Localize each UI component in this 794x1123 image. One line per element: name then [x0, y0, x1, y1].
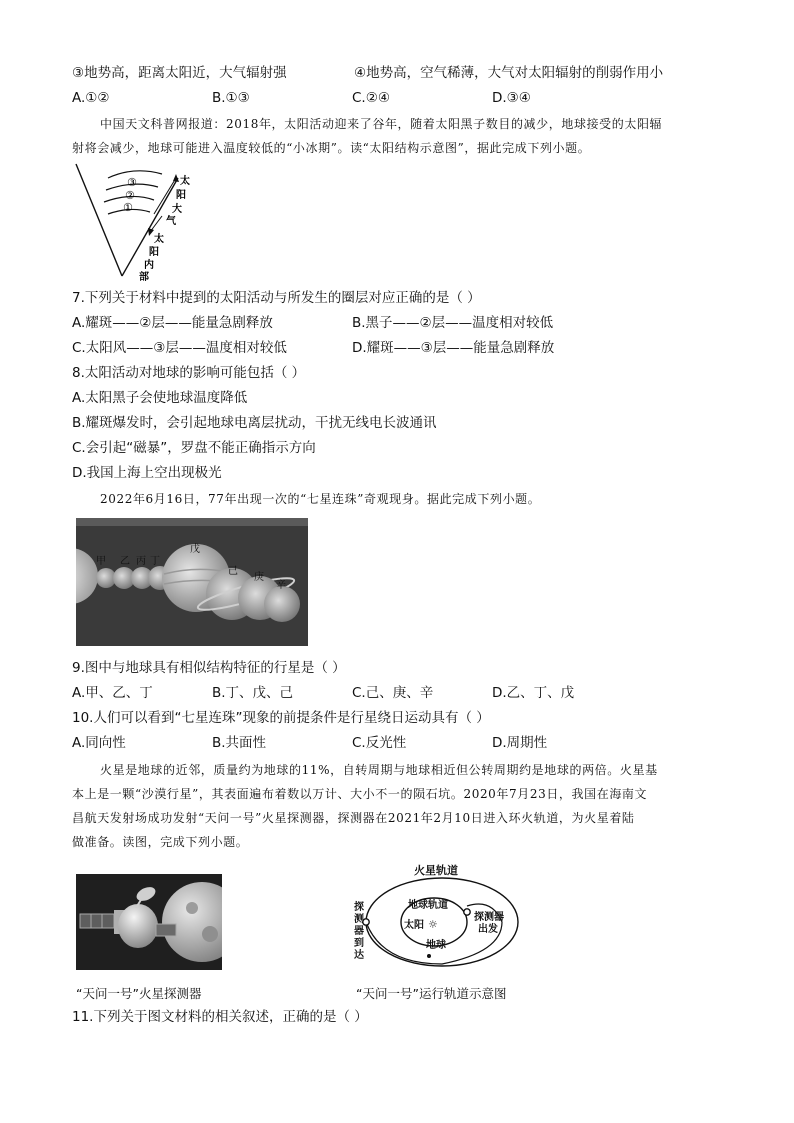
depart-label-1: 探测器 — [474, 912, 504, 923]
q10-stem: 10.人们可以看到“七星连珠”现象的前提条件是行星绕日运动具有（ ） — [72, 710, 490, 726]
q8-choice-b: B.耀斑爆发时，会引起地球电离层扰动，干扰无线电长波通讯 — [72, 415, 437, 431]
material3-line1: 火星是地球的近邻，质量约为地球的11%，自转周期与地球相近但公转周期约是地球的两倍。火星基 — [100, 763, 658, 777]
arrive-label-3: 器 — [354, 926, 364, 937]
interior-label-3: 内 — [144, 260, 154, 271]
q6-choice-d: D.③④ — [492, 90, 531, 106]
q10-choice-b: B.共面性 — [212, 735, 267, 751]
orbit-diagram-caption: “天问一号”运行轨道示意图 — [356, 986, 507, 1001]
layer-3-label: ③ — [127, 176, 137, 189]
arrive-label-2: 测 — [354, 914, 364, 925]
planet-label-ji: 己 — [228, 566, 238, 577]
planet-label-jia: 甲 — [96, 556, 106, 567]
material1-line2: 射将会减少，地球可能进入温度较低的“小冰期”。读“太阳结构示意图”，据此完成下列小题。 — [72, 141, 591, 155]
earth-label: 地球 — [426, 940, 446, 951]
q6-option-3: ③地势高，距离太阳近，大气辐射强 — [72, 65, 287, 81]
q6-choice-a: A.①② — [72, 90, 110, 106]
planet-label-ding: 丁 — [150, 556, 160, 567]
q7-choice-d: D.耀斑——③层——能量急剧释放 — [352, 340, 555, 356]
q10-choice-c: C.反光性 — [352, 735, 407, 751]
q9-choice-c: C.己、庚、辛 — [352, 685, 434, 701]
departure-point — [464, 909, 470, 915]
layer-2-label: ② — [125, 189, 135, 202]
interior-label-2: 阳 — [149, 247, 159, 258]
tianwen1-orbit-diagram — [352, 860, 520, 970]
q6-choice-c: C.②④ — [352, 90, 390, 106]
planet-label-geng: 庚 — [254, 572, 264, 583]
q7-stem: 7.下列关于材料中提到的太阳活动与所发生的圈层对应正确的是（ ） — [72, 290, 481, 306]
atmosphere-label-3: 大 — [172, 204, 182, 215]
arrive-label-5: 达 — [354, 950, 364, 961]
planet-label-wu: 戊 — [190, 544, 200, 555]
q9-choice-d: D.乙、丁、戊 — [492, 685, 575, 701]
q10-choice-a: A.同向性 — [72, 735, 126, 751]
planet-label-xin: 辛 — [276, 580, 286, 591]
interior-label-1: 太 — [154, 234, 164, 245]
material3-line3: 昌航天发射场成功发射“天问一号”火星探测器，探测器在2021年2月10日进入环火轨道，为火星着陆 — [72, 811, 635, 825]
q11-stem: 11.下列关于图文材料的相关叙述，正确的是（ ） — [72, 1009, 368, 1025]
q7-choice-b: B.黑子——②层——温度相对较低 — [352, 315, 554, 331]
material1-line1: 中国天文科普网报道：2018年，太阳活动迎来了谷年，随着太阳黑子数目的减少，地球接受的太阳辐 — [100, 117, 663, 131]
q7-choice-c: C.太阳风——③层——温度相对较低 — [72, 340, 287, 356]
q8-choice-d: D.我国上海上空出现极光 — [72, 465, 222, 481]
q6-option-4: ④地势高，空气稀薄，大气对太阳辐射的削弱作用小 — [354, 65, 664, 81]
q8-stem: 8.太阳活动对地球的影响可能包括（ ） — [72, 365, 306, 381]
q6-choice-b: B.①③ — [212, 90, 250, 106]
earth-orbit-label: 地球轨道 — [408, 900, 448, 911]
material2-line1: 2022年6月16日，77年出现一次的“七星连珠”奇观现身。据此完成下列小题。 — [100, 492, 541, 506]
tianwen1-probe-image — [76, 874, 222, 970]
atmosphere-label-4: 气 — [166, 216, 176, 227]
atmosphere-label-1: 太 — [180, 176, 190, 187]
arrow-marker — [427, 954, 431, 958]
q10-choice-d: D.周期性 — [492, 735, 548, 751]
atmosphere-label-2: 阳 — [176, 190, 186, 201]
material3-line2: 本上是一颗“沙漠行星”，其表面遍布着数以万计、大小不一的陨石坑。2020年7月23日，我国在海南文 — [72, 787, 648, 801]
mars-orbit-label: 火星轨道 — [414, 864, 458, 877]
q9-choice-b: B.丁、戊、己 — [212, 685, 294, 701]
planet-alignment-image — [76, 518, 308, 646]
planet-alignment-photo — [76, 518, 308, 646]
planet-label-yi: 乙 — [120, 556, 130, 567]
q8-choice-a: A.太阳黑子会使地球温度降低 — [72, 390, 248, 406]
interior-label-4: 部 — [139, 272, 149, 282]
probe-photo-caption: “天问一号”火星探测器 — [76, 986, 202, 1001]
q9-choice-a: A.甲、乙、丁 — [72, 685, 153, 701]
q9-stem: 9.图中与地球具有相似结构特征的行星是（ ） — [72, 660, 346, 676]
tianwen1-probe-photo — [76, 874, 222, 970]
layer-1-label: ① — [123, 201, 133, 214]
sun-structure-diagram — [70, 160, 200, 282]
sun-icon: ☼ — [428, 918, 438, 931]
q7-choice-a: A.耀斑——②层——能量急剧释放 — [72, 315, 273, 331]
sun-label: 太阳 — [404, 920, 424, 931]
material3-line4: 做准备。读图，完成下列小题。 — [72, 835, 249, 849]
arrive-label-1: 探 — [354, 902, 364, 913]
arrive-label-4: 到 — [354, 938, 364, 949]
depart-label-2: 出发 — [478, 924, 498, 935]
planet-label-bing: 丙 — [136, 556, 146, 567]
q8-choice-c: C.会引起“磁暴”，罗盘不能正确指示方向 — [72, 440, 316, 456]
